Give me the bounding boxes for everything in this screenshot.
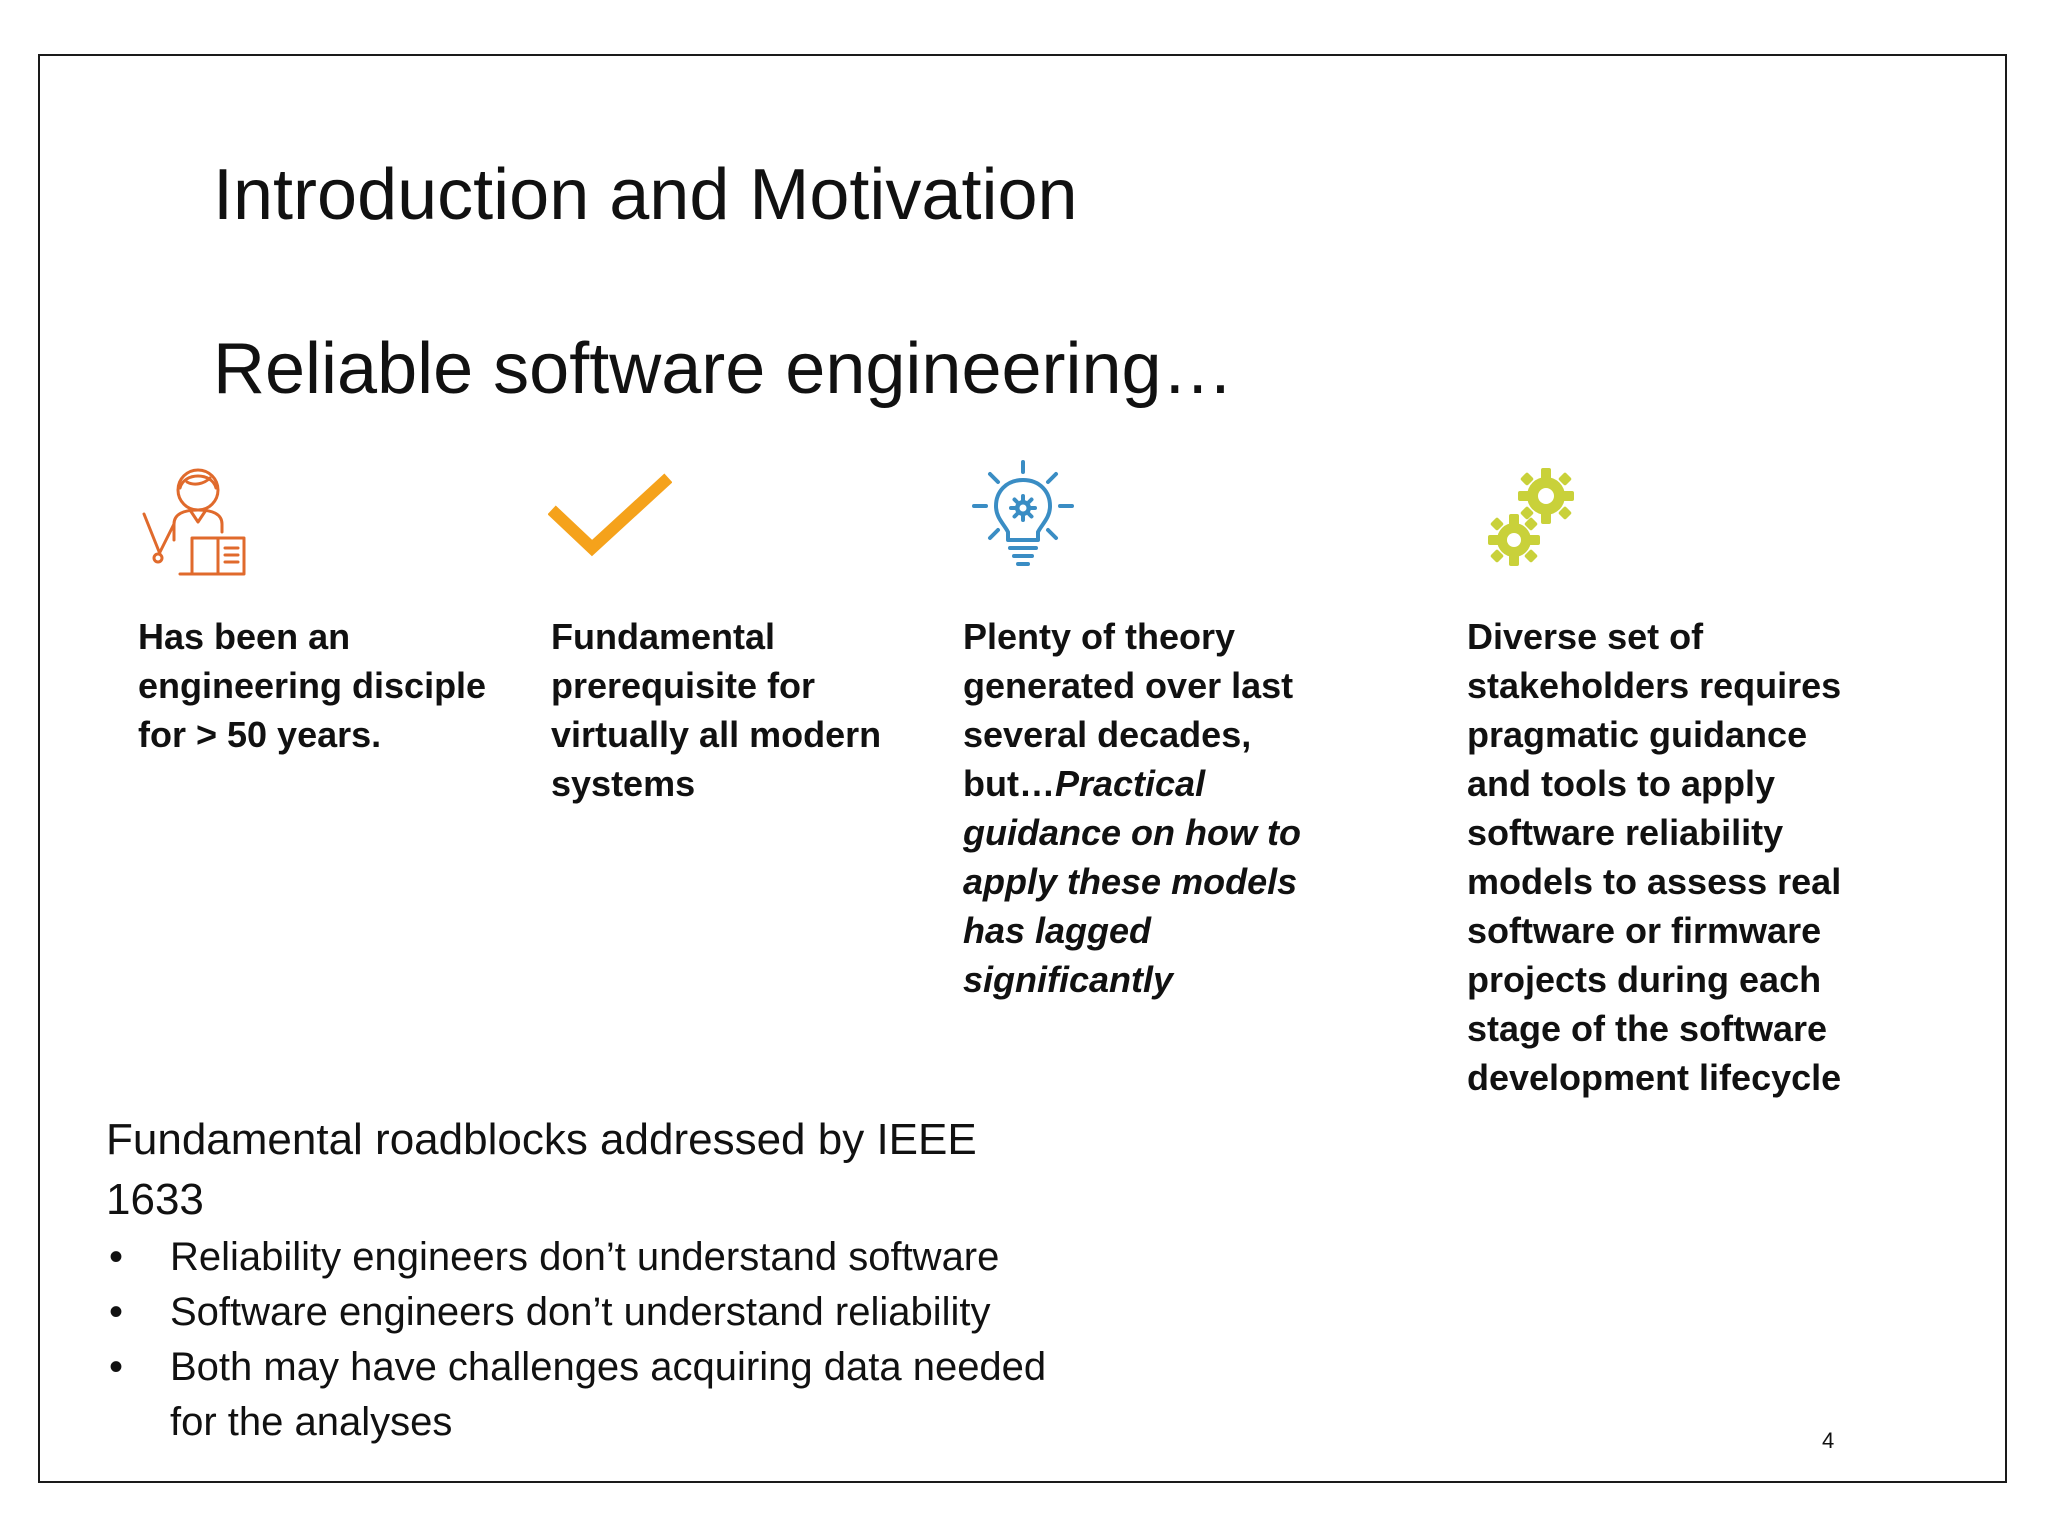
roadblocks-heading: Fundamental roadblocks addressed by IEEE 1633: [106, 1115, 977, 1224]
list-item: [106, 1285, 1066, 1340]
slide-title: Introduction and Motivation: [213, 155, 1078, 235]
page-number: 4: [1822, 1428, 1835, 1453]
column-4-text: Diverse set of stakeholders requires pragmatic guidance and tools to apply software reliability models to assess real software or firmware projects during each stage of the software development lifecycle: [1467, 616, 1842, 1098]
column-2-text: Fundamental prerequisite for virtually all modern systems: [551, 616, 882, 804]
column-3-text: [963, 612, 1333, 1004]
teacher-icon: [140, 462, 252, 578]
list-item-text: Reliability engineers don’t understand software: [170, 1235, 1000, 1279]
list-item-text: Both may have challenges acquiring data needed for the analyses: [170, 1345, 1047, 1444]
bullet-icon: •: [108, 1290, 123, 1334]
list-item: [106, 1230, 1066, 1285]
roadblocks-list: [106, 1230, 1066, 1450]
column-1-text: Has been an engineering disciple for > 50 years.: [138, 616, 487, 755]
checkmark-icon: [548, 472, 672, 560]
list-item-text: Software engineers don’t understand reliability: [170, 1290, 991, 1334]
lightbulb-gear-icon: [968, 458, 1078, 574]
roadblocks-section: [106, 1110, 1066, 1450]
gears-icon: [1486, 466, 1580, 572]
column-3-text-italic: Practical guidance on how to apply these models has lagged significantly: [963, 763, 1301, 1000]
bullet-icon: •: [108, 1235, 123, 1279]
list-item: [106, 1340, 1066, 1450]
bullet-icon: •: [108, 1345, 123, 1389]
column-3-text-regular: Plenty of theory generated over last several decades, but…: [963, 616, 1294, 804]
slide-subtitle: Reliable software engineering…: [213, 329, 1234, 409]
